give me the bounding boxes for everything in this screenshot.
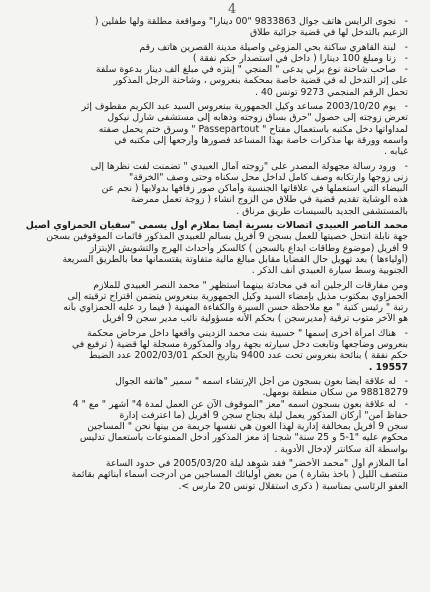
text-line: الزعيم بالتدخل لها في قضية جزائية طلاق [250, 27, 408, 39]
text-line: البيضاء التي استعملها في علاقاتها الجنسية وأماكن صور زفافها بدولابها ( نجم عن [101, 183, 408, 195]
text-line: العفو الرئاسي بمناسبة ( ذكرى استقلال تونس 20 مارس >. [178, 480, 408, 492]
text-line: - يوم 2003/10/20 مساعد وكيل الجمهورية ببنعروس السيد عبد الكريم مقطوف إثر [18, 101, 408, 112]
text-line: بالمستشفى الجديد بالسيسات طريق مرناق . [236, 205, 408, 217]
text-line: - نجوى الرايس هاتف جوال 9833863 "00 دينارا" ومواقعة مطلقة ولها طفلين ( [18, 16, 408, 27]
text-line: على إثر التدخل له في قضية خاصة بمحكمة بنعروس ، وشاحنة الرجل المذكور [113, 75, 408, 87]
text-line: الجنوبية وسط سيارة العبيدي أنف الذكر . [251, 265, 408, 277]
text-line: هو الآخر متوب ترقية (مديرسجن ) بحكم الأنه مسؤولية نائب مدير سجن 9 أفريل [102, 313, 408, 325]
text-line: ومن مفارقات الرجلين أنه في محادثة بينهما أستظهر " محمد النصر العبيدي للملازم [93, 279, 408, 291]
page-number: 4 [228, 2, 237, 17]
text-line: - هناك امرأة أخرى إسمها " حسيبة بنت محمد الزديني وأقعها داخل مرحاض محكمة [18, 328, 408, 339]
text-line: واسمه وورقة بها مذكرات خاصة بهذا المساعد فصورها وأرجعها إلى مكتبه في [114, 134, 408, 146]
text-line: - له علاقة أيضا بعون بسجون من أجل الإرتشاء اسمه " سمير "هاتفه الجوال [18, 376, 408, 387]
text-line: - زنا ومبلغ 100 دينارا ( داخل في استصدار حكم نفقة ) [18, 53, 408, 64]
text-line: حكم نفقة ) بنائحة بنعروس تحت عدد 9400 بتاريخ الحكم 2002/03/01 عدد الضبط [88, 350, 408, 362]
text-line: - لبنة القاهري ساكنة بحي المزوغي واصيلة مدينة القصرين هاتف رقم [18, 42, 408, 53]
text-line: 19557 . [368, 361, 408, 373]
text-line: جهة نابلة انتحل خصيتها للعمل بسجن 9 أفريل بسالم للعبيدي المذكور قائمات الموقوفين بسجن [46, 231, 408, 243]
text-line: - ورود رسالة مجهولة المصدر على "زوجته آمال العبيدي " تضمنت لفت نظرها إلى [18, 161, 408, 172]
text-line: هذه الوشاية تقديم قضية في طلاق من الزوج انشاء ( زوجة تعمل ممرضة [130, 194, 408, 206]
text-line: تحمل الرقم المنجمي 9273 تونس 40 . [255, 86, 408, 98]
text-line: محمد الناصر العبيدي اتصالات بسرية أيضا بملازم أول يسمى "سفيان الحمزاوي أصيل [25, 220, 408, 232]
text-line: (أولياءها ) بعد تهويل حال القضايا مقابل مبالغ مالية متفاوتة يقتسمانها معا بالطريق السريعة [62, 253, 408, 265]
text-line: منتصف الليل ( باخذ بشارة ) من بعض أوليائك المساجين من أدرجت أسماء أبنائهم بقائمة [71, 469, 408, 481]
text-line: 9 أفريل (موضوع وطاقات ابداع بالسجن ) كالسكر وأحداث الهرج والتشويش الإبتزاز [89, 242, 408, 254]
document-body [18, 16, 408, 492]
text-line: أما الملازم أول "محمد الأخضر" فقد شوهد ليلة 2005/03/20 في حدود الساعة [105, 457, 408, 469]
text-line: 98818279 من سكان منطقة بومهل. [262, 387, 408, 399]
text-line: بواسطة آلة سكانتر لإدخال الأدوية . [274, 443, 408, 455]
text-line: - صاحب شاحنة نوع برلي يدعى " المنجي " إبتزه في مبلغ ألف دينار بدعوة سلفة [18, 64, 408, 75]
text-line: غيابه . [384, 146, 408, 158]
text-line: رتبة " رئيس كتبة " مع ملاحظة حسن السيرة والكفاءة المهنية ( فيما رد عليه الحمزاوي بأنه [63, 302, 408, 314]
text-line: لمداواتها دخل مكتبه باستعمال مفتاح " Passepartout " وسرق ختم يحمل صفته [98, 123, 408, 135]
text-line: سجن 9 أفريل بمخالفة إدارية لهذا العون هي نفسها جريمة من بينها نحن " المساجين [87, 421, 408, 433]
text-line: حفاظ آمن" أركان المذكور يعمل ليلة بجناح سجن 9 أفريل (ما اعترفت إدارة [119, 409, 408, 421]
text-line: - له علاقة بعون بسجون اسمه "معز "الموقوف الآن عن العمل لمدة 4" أشهر " مع " 4 [18, 399, 408, 410]
text-line: بنعروس وضاجعها وتابعت دخل سيارته بجهة رواد والمذكورة مسجلة لها قضية ( ترفيع في [72, 339, 408, 351]
text-line: زنى زوجها وارتكابه وصف كامل لداخل محل سكناه وحتى وصف "الخرقة" [128, 171, 408, 183]
text-line: تعرض زوجته إلى حصول "حرق بساق زوجته وذهابه إلى مستشفى شارل نيكول [107, 112, 408, 124]
text-line: محكوم عليه "1-5 و 25 سنة" شجنا إذ معز المذكور أدخل الممنوعات باستعمال تدليس [79, 432, 408, 444]
text-line: الحمزاوي بمكتوب مذيل بإمضاء السيد وكيل الجمهورية ببنعروس يتضمن اقتراح ترقيته إلى [67, 290, 408, 302]
